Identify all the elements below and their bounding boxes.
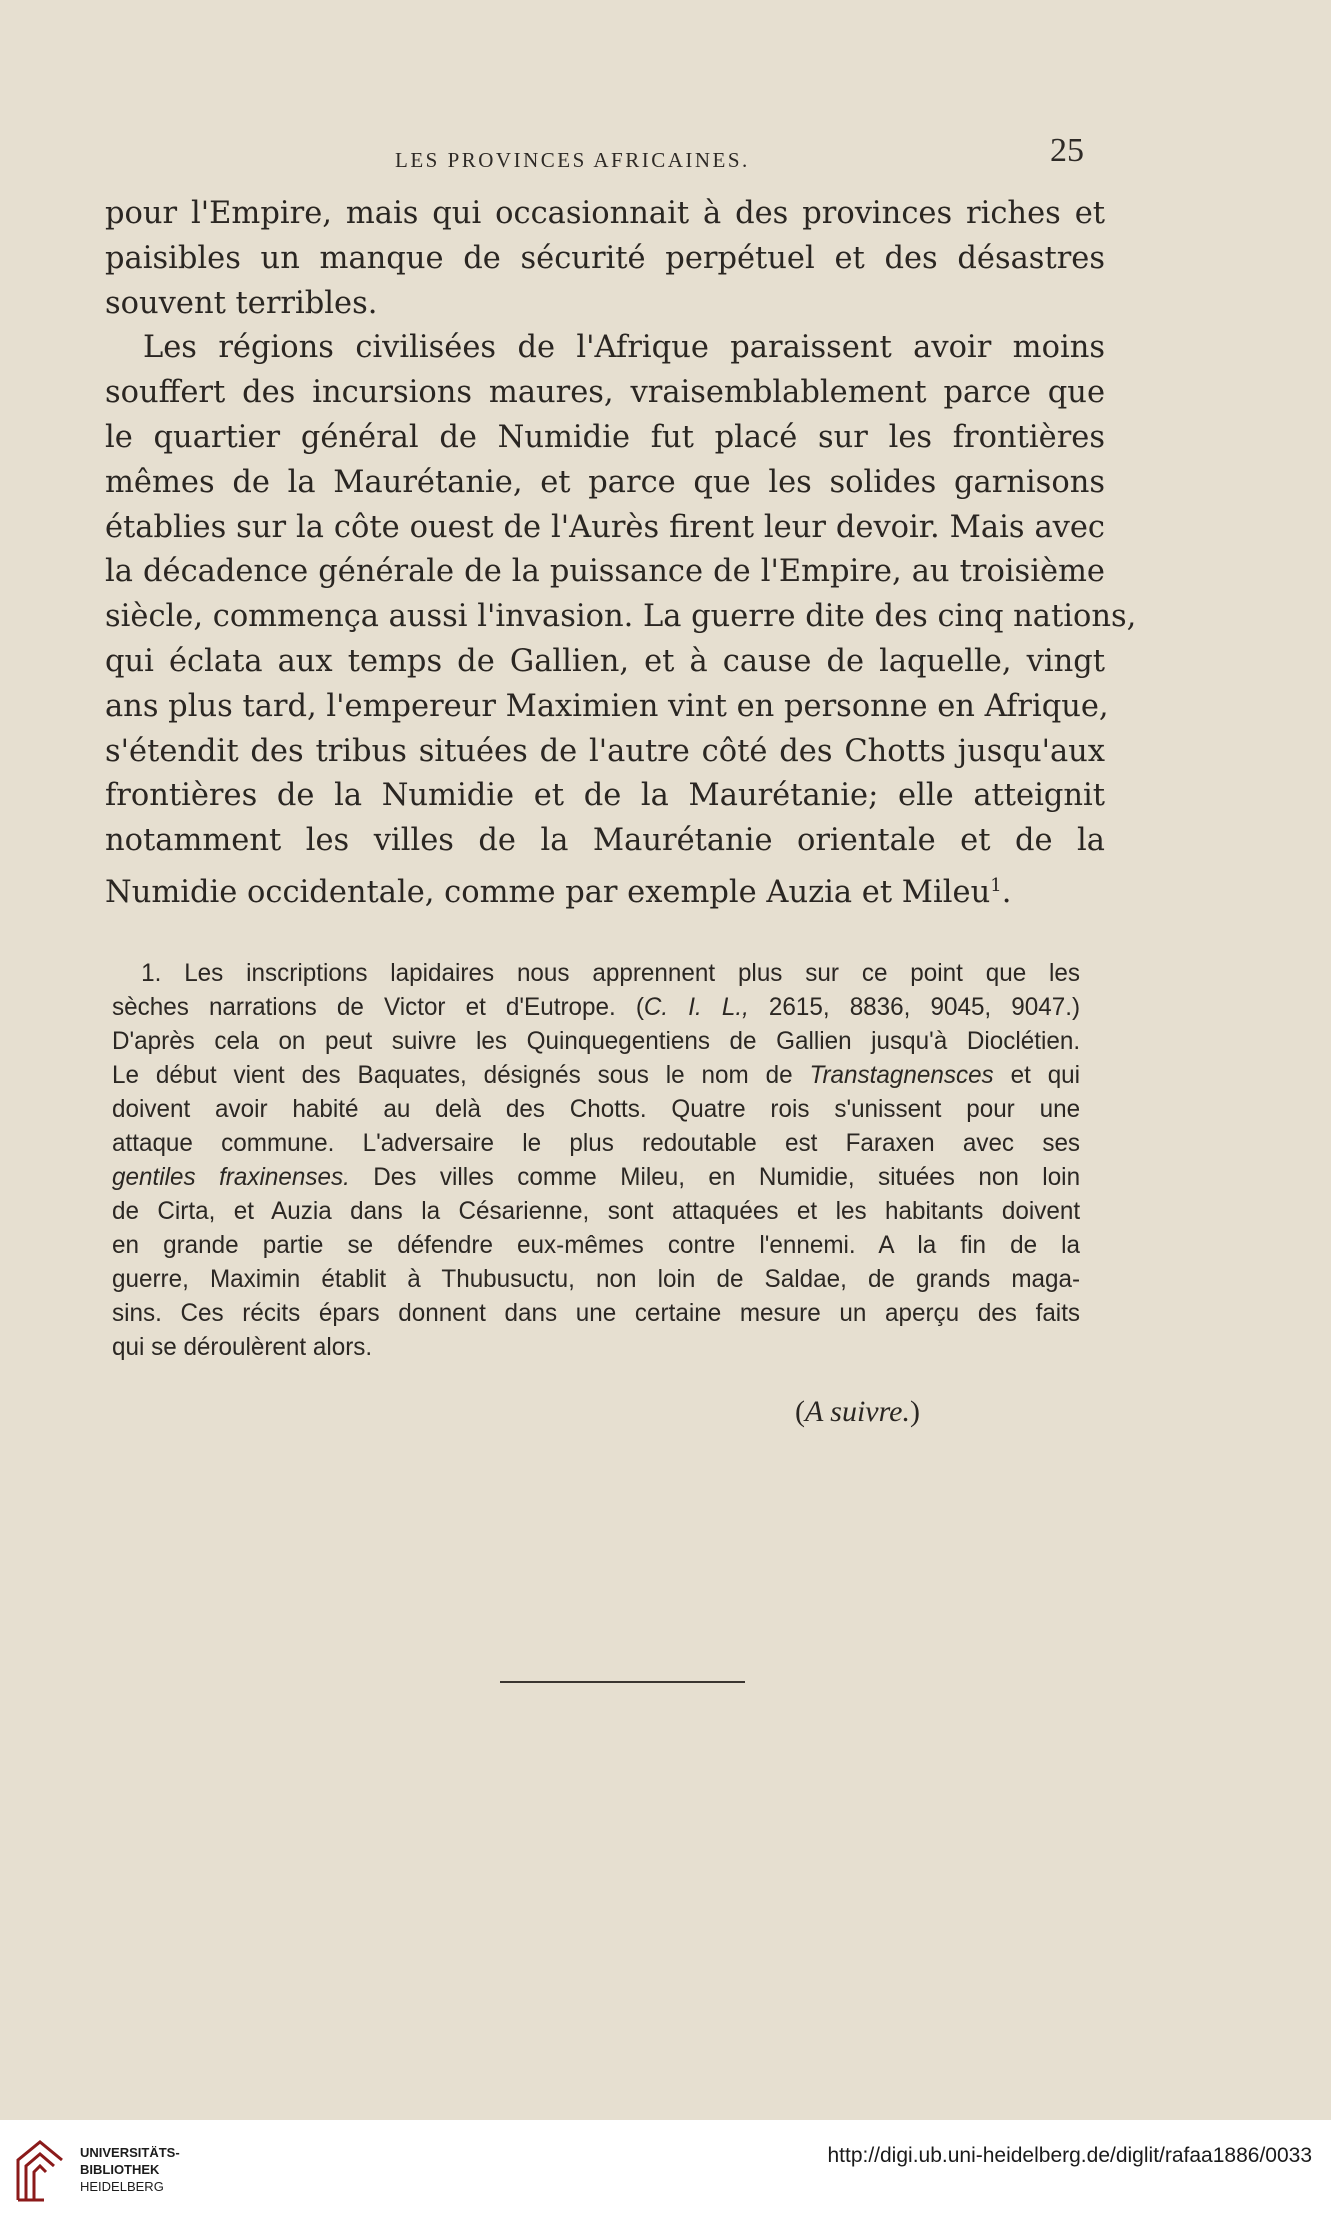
footnote-line: sins. Ces récits épars donnent dans une certaine mesure un aperçu des faits [112, 1299, 1081, 1327]
footnote-line: de Cirta, et Auzia dans la Césarienne, sont attaquées et les habitants doivent [112, 1197, 1081, 1225]
footnote-line: doivent avoir habité au delà des Chotts. Quatre rois s'unissent pour une [112, 1095, 1081, 1123]
footnote-line: qui se déroulèrent alors. [112, 1333, 373, 1361]
footnote-text: sèches narrations de Victor et d'Eutrope. ( [112, 993, 644, 1021]
body-line: paisibles un manque de sécurité perpétuel et des désastres [105, 240, 1105, 276]
footnote-line [112, 1160, 1080, 1194]
running-title: LES PROVINCES AFRICAINES. [395, 148, 750, 172]
to-be-continued-text: A suivre. [805, 1395, 910, 1428]
footnote-italic: gentiles fraxinenses. [112, 1163, 350, 1191]
to-be-continued [795, 1395, 920, 1429]
body-line: mêmes de la Maurétanie, et parce que les solides garnisons [105, 464, 1105, 500]
footnote-text: 2615, 8836, 9045, 9047.) [748, 993, 1081, 1021]
body-line: la décadence générale de la puissance de l'Empire, au troisième [105, 554, 1105, 590]
footnote-line: 1. Les inscriptions lapidaires nous apprennent plus sur ce point que les [112, 956, 1080, 990]
footnote-text: et qui [993, 1061, 1081, 1089]
body-line: s'étendit des tribus situées de l'autre côté des Chotts jusqu'aux [105, 733, 1105, 769]
page-number: 25 [1050, 132, 1084, 169]
body-text [105, 192, 1137, 916]
body-line: notamment les villes de la Maurétanie orientale et de la [105, 823, 1105, 859]
body-final-period: . [1001, 875, 1012, 911]
viewer-footer [0, 2120, 1331, 2221]
body-line-final [105, 864, 1105, 916]
body-line: siècle, commença aussi l'invasion. La guerre dite des cinq nations, [105, 599, 1137, 635]
footnote [112, 956, 1080, 1364]
footnote-text: Des villes comme Mileu, en Numidie, situées non loin [349, 1163, 1081, 1191]
close-paren: ) [910, 1395, 920, 1428]
body-line: souffert des incursions maures, vraisemblablement parce que [105, 375, 1105, 411]
body-line: Les régions civilisées de l'Afrique paraissent avoir moins [143, 330, 1105, 366]
body-line: frontières de la Numidie et de la Maurétanie; elle atteignit [105, 778, 1105, 814]
body-line: le quartier général de Numidie fut placé sur les frontières [105, 419, 1105, 455]
body-line: ans plus tard, l'empereur Maximien vint en personne en Afrique, [105, 688, 1109, 724]
end-rule [500, 1681, 745, 1683]
body-line: établies sur la côte ouest de l'Aurès firent leur devoir. Mais avec [105, 509, 1105, 545]
footnote-text: Le début vient des Baquates, désignés sous le nom de [112, 1061, 810, 1089]
footnote-line: guerre, Maximin établit à Thubusuctu, non loin de Saldae, de grands maga- [112, 1265, 1081, 1293]
footnote-italic: Transtagnensces [809, 1061, 994, 1089]
footnote-number: 1 [141, 959, 155, 987]
library-name-line: UNIVERSITÄTS- [80, 2145, 180, 2160]
body-line: pour l'Empire, mais qui occasionnait à des provinces riches et [105, 196, 1105, 231]
footnote-line [112, 990, 1080, 1024]
body-line: Numidie occidentale, comme par exemple Auzia et Mileu [105, 875, 991, 911]
library-name [80, 2144, 180, 2195]
permalink-url[interactable]: http://digi.ub.uni-heidelberg.de/diglit/rafaa1886/0033 [827, 2144, 1312, 2167]
library-name-line: HEIDELBERG [80, 2179, 164, 2194]
body-line: souvent terribles. [105, 285, 378, 321]
footnote-line: attaque commune. L'adversaire le plus redoutable est Faraxen avec ses [112, 1129, 1081, 1157]
footnote-line: D'après cela on peut suivre les Quinquegentiens de Gallien jusqu'à Dioclétien. [112, 1027, 1081, 1055]
body-line: qui éclata aux temps de Gallien, et à cause de laquelle, vingt [105, 643, 1105, 679]
footnote-text: Les inscriptions lapidaires nous apprennent plus sur ce point que les [184, 959, 1081, 987]
footnote-citation: C. I. L., [643, 993, 749, 1021]
footnote-line: en grande partie se défendre eux-mêmes contre l'ennemi. A la fin de la [112, 1231, 1081, 1259]
footnote-line [112, 1058, 1080, 1092]
open-paren: ( [795, 1395, 805, 1428]
library-logo-icon[interactable] [14, 2138, 66, 2204]
footnote-reference: 1 [990, 874, 1002, 896]
library-name-line: BIBLIOTHEK [80, 2162, 160, 2177]
